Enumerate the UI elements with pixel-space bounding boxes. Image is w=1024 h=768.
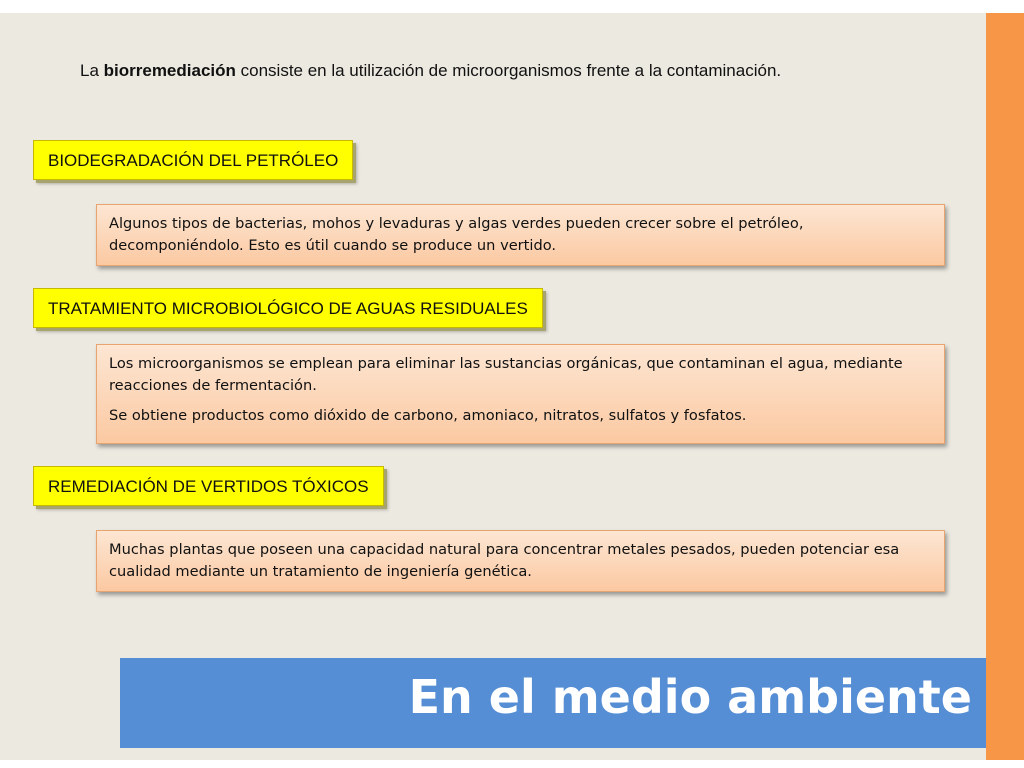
heading-vertidos-toxicos: REMEDIACIÓN DE VERTIDOS TÓXICOS [33,466,384,506]
slide-title: En el medio ambiente [408,670,972,724]
box-paragraph: Algunos tipos de bacterias, mohos y levaduras y algas verdes pueden crecer sobre el petróleo, decomponiéndolo. Esto es útil cuando se produce un vertido. [109,215,804,254]
intro-suffix: consiste en la utilización de microorganismos frente a la contaminación. [235,61,782,80]
box-paragraph: Se obtiene productos como dióxido de carbono, amoniaco, nitratos, sulfatos y fosfatos. [109,407,747,424]
title-banner [120,658,986,748]
box-biodegradacion [96,204,945,266]
accent-side-bar [986,13,1024,760]
intro-text [80,61,781,81]
box-paragraph: Los microorganismos se emplean para eliminar las sustancias orgánicas, que contaminan el agua, mediante reacciones de fermentación. [109,355,903,394]
box-vertidos-toxicos [96,530,945,592]
heading-biodegradacion: BIODEGRADACIÓN DEL PETRÓLEO [33,140,353,180]
intro-bold-term: biorremediación [103,61,236,80]
box-tratamiento-aguas [96,344,945,444]
box-paragraph: Muchas plantas que poseen una capacidad natural para concentrar metales pesados, pueden potenciar esa cualidad mediante un tratamiento de ingeniería genética. [109,541,900,580]
intro-prefix: La [80,61,104,80]
heading-tratamiento-aguas: TRATAMIENTO MICROBIOLÓGICO DE AGUAS RESIDUALES [33,288,543,328]
